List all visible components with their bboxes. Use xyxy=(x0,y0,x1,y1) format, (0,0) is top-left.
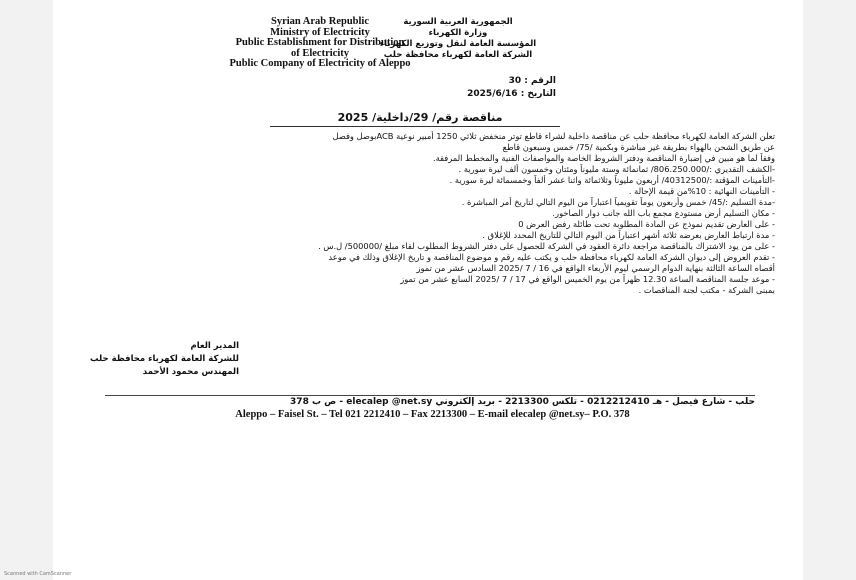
signature-block xyxy=(90,340,239,379)
body-line: - موعد جلسة المناقصة الساعة 12.30 ظهراً من يوم الخميس الواقع في 17 / 7 /2025 السابع عشر من تموز xyxy=(400,274,775,284)
footer-arabic: حلب - شارع فيصل - هـ 0212212410 - تلكس 2213300 - بريد إلكتروني elecalep @net.sy - ص ب 378 xyxy=(290,397,755,407)
body-line: - مكان التسليم أرض مستودع مجمع باب الله جانب دوار الصاخور. xyxy=(552,208,775,218)
header-en-line: Ministry of Electricity xyxy=(270,26,370,38)
body-line: - التأمينات النهائية : 10%من قيمة الإحالة . xyxy=(628,186,775,196)
footer-divider xyxy=(105,395,755,396)
body-line: - على العارض تقديم نموذج عن المادة المطلوبة تحت طائلة رفض العرض 0 xyxy=(518,219,775,229)
header-en-line: Public Company of Electricity of Aleppo xyxy=(229,58,411,69)
header-ar-line: المؤسسة العامة لنقل وتوزيع الكهرباء xyxy=(379,39,537,49)
header-en-line: Syrian Arab Republic xyxy=(270,16,370,27)
body-line: وفقاً لما هو مبين في إضبارة المناقصة ودفتر الشروط الخاصة والمواصفات الفنية والمخطط المرفقة. xyxy=(432,153,775,163)
body-line: -التأمينات المؤقتة :/40312500/ أربعون مليوناً وثلاثمائة واثنا عشر ألفاً وخمسمائة ليرة سورية . xyxy=(449,175,775,185)
signature-line: المدير العام xyxy=(190,341,239,351)
reference-date: التاريخ : 2025/6/16 xyxy=(467,89,556,99)
body-line: -الكشف التقديري :/806.250.000/ ثمانمائة وستة مليوناً ومئتان وخمسون ألف ليرة سورية . xyxy=(458,164,775,174)
title-underline xyxy=(270,126,560,127)
signature-line: للشركة العامة لكهرباء محافظة حلب xyxy=(90,354,239,364)
scanner-watermark: Scanned with CamScanner xyxy=(4,571,72,577)
body-line: عن طريق الشحن بالهواء بطريقة غير مباشرة وبكمية /75/ خمس وسبعون قاطع xyxy=(502,142,775,152)
header-arabic xyxy=(328,17,588,61)
body-line: - مدة ارتباط العارض بعرضه ثلاثة أشهر اعتباراً من اليوم التالي للتاريخ المحدد للإغلاق . xyxy=(482,230,775,240)
body-line: بمبنى الشركة - مكتب لجنة المناقصات . xyxy=(638,285,775,295)
signature-line: المهندس محمود الأحمد xyxy=(142,367,239,377)
body-line: تعلن الشركة العامة لكهرباء محافظة حلب عن مناقصة داخلية لشراء قاطع توتر منخفض ثلاثي 1250 أمبير نوعية ACBبوصل وفصل xyxy=(332,131,775,141)
body-line: -مدة التسليم :/45/ خمس وأربعون يوماً تقويمياً اعتباراً من اليوم التالي لتاريخ أمر المباشرة . xyxy=(461,197,775,207)
reference-number: الرقم : 30 xyxy=(508,76,556,86)
body-line: أقصاه الساعة الثالثة بنهاية الدوام الرسمي ليوم الأربعاء الواقع في 16 / 7 /2025 السادس عشر من تموز xyxy=(416,263,775,273)
header-ar-line: الشركة العامة لكهرباء محافظة حلب xyxy=(383,50,533,60)
header-ar-line: الجمهورية العربية السورية xyxy=(403,17,513,27)
header-ar-line: وزارة الكهرباء xyxy=(428,28,488,38)
header-en-line: of Electricity xyxy=(290,47,349,59)
footer-english: Aleppo – Faisel St. – Tel 021 2212410 – Fax 2213300 – E-mail elecalep @net.sy– P.O. 378 xyxy=(235,409,630,420)
tender-title: مناقصة رقم/ 29/داخلية/ 2025 xyxy=(337,111,503,124)
tender-body xyxy=(120,131,775,296)
body-line: - تقدم العروض إلى ديوان الشركة العامة لكهرباء محافظة حلب و يكتب عليه رقم و موضوع المناقصة و تاريخ الإغلاق وذلك في موعد xyxy=(328,252,775,262)
header-en-line: Public Establishment for Distribution xyxy=(235,37,405,48)
body-line: - على من يود الاشتراك بالمناقصة مراجعة دائرة العقود في الشركة للحصول على دفتر الشروط المطلوب لقاء مبلغ /500000/ ل.س . xyxy=(318,241,775,251)
